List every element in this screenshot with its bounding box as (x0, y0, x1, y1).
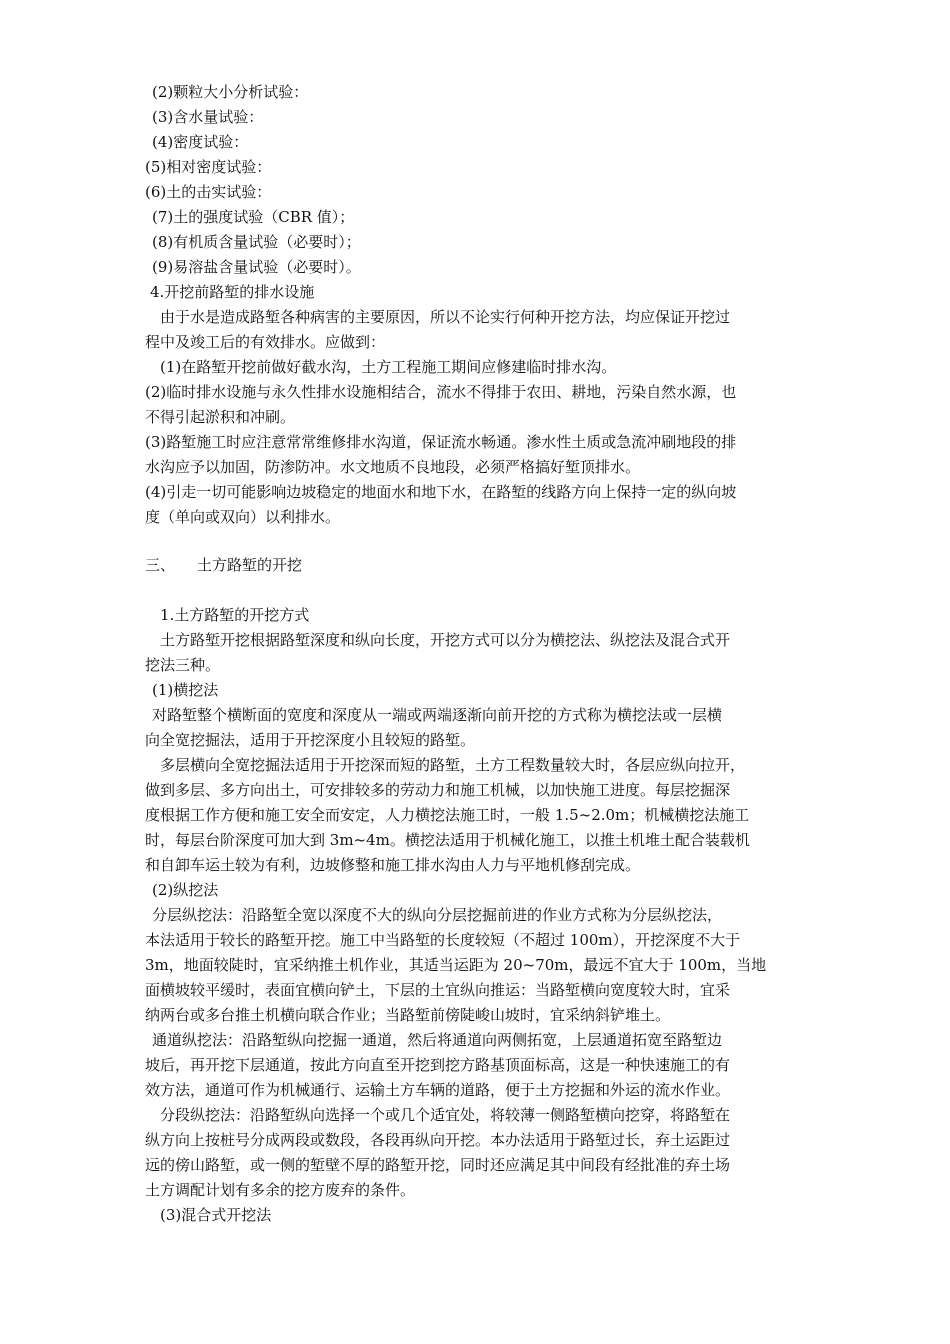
paragraph-line: 分层纵挖法：沿路堑全宽以深度不大的纵向分层挖掘前进的作业方式称为分层纵挖法， (152, 906, 723, 924)
list-item: (7)土的强度试验（CBR 值）； (152, 208, 355, 226)
paragraph-line: 不得引起淤积和冲刷。 (145, 408, 296, 426)
list-item: (8)有机质含量试验（必要时）； (152, 233, 361, 251)
list-item: (6)土的击实试验： (145, 183, 272, 201)
paragraph-line: 做到多层、多方向出土，可安排较多的劳动力和施工机械，以加快施工进度。每层挖掘深 (145, 781, 731, 799)
paragraph-line: 土方调配计划有多余的挖方废弃的条件。 (145, 1181, 416, 1199)
section-heading: 4.开挖前路堑的排水设施 (150, 283, 315, 301)
paragraph-line: 土方路堑开挖根据路堑深度和纵向长度，开挖方式可以分为横挖法、纵挖法及混合式开 (160, 631, 731, 649)
subsection-heading: (3)混合式开挖法 (160, 1206, 272, 1224)
paragraph-line: 由于水是造成路堑各种病害的主要原因，所以不论实行何种开挖方法，均应保证开挖过 (160, 308, 731, 326)
paragraph-line: 时，每层台阶深度可加大到 3m~4m。横挖法适用于机械化施工，以推土机堆土配合装载机 (145, 831, 750, 849)
paragraph-line: 挖法三种。 (145, 656, 221, 674)
list-item: (2)颗粒大小分析试验： (152, 83, 309, 101)
list-item: (3)含水量试验： (152, 108, 264, 126)
paragraph-line: 远的傍山路堑，或一侧的堑壁不厚的路堑开挖，同时还应满足其中间段有经批准的弃土场 (145, 1156, 731, 1174)
paragraph-line: 分段纵挖法：沿路堑纵向选择一个或几个适宜处，将较薄一侧路堑横向挖穿，将路堑在 (160, 1106, 731, 1124)
paragraph-line: 坡后，再开挖下层通道，按此方向直至开挖到挖方路基顶面标高，这是一种快速施工的有 (145, 1056, 731, 1074)
subsection-heading: (2)纵挖法 (152, 881, 219, 899)
paragraph-line: 程中及竣工后的有效排水。应做到： (145, 333, 386, 351)
paragraph-line: 向全宽挖掘法，适用于开挖深度小且较短的路堑。 (145, 731, 476, 749)
list-item: (5)相对密度试验： (145, 158, 272, 176)
paragraph-line: 通道纵挖法：沿路堑纵向挖掘一通道，然后将通道向两侧拓宽，上层通道拓宽至路堑边 (152, 1031, 723, 1049)
section-3-heading (145, 552, 302, 578)
paragraph-line: 多层横向全宽挖掘法适用于开挖深而短的路堑，土方工程数量较大时，各层应纵向拉开， (160, 756, 746, 774)
paragraph-line: 度（单向或双向）以利排水。 (145, 508, 341, 526)
paragraph-line: 3m，地面较陡时，宜采纳推土机作业，其适当运距为 20~70m，最远不宜大于 100m，当地 (145, 956, 767, 974)
list-item: (4)密度试验： (152, 133, 249, 151)
paragraph-line: 度根据工作方便和施工安全而安定，人力横挖法施工时，一般 1.5~2.0m；机械横挖法施工 (145, 806, 750, 824)
list-item: (9)易溶盐含量试验（必要时）。 (152, 258, 361, 276)
paragraph-line: 纵方向上按桩号分成两段或数段，各段再纵向开挖。本办法适用于路堑过长，弃土运距过 (145, 1131, 731, 1149)
paragraph-line: 对路堑整个横断面的宽度和深度从一端或两端逐渐向前开挖的方式称为横挖法或一层横 (152, 706, 723, 724)
list-item: (4)引走一切可能影响边坡稳定的地面水和地下水，在路堑的线路方向上保持一定的纵向坡 (145, 483, 737, 501)
list-item: (3)路堑施工时应注意常常维修排水沟道，保证流水畅通。渗水性土质或急流冲刷地段的排 (145, 433, 737, 451)
paragraph-line: 和自卸车运土较为有利，边坡修整和施工排水沟由人力与平地机修刮完成。 (145, 856, 641, 874)
paragraph-line: 本法适用于较长的路堑开挖。施工中当路堑的长度较短（不超过 100m），开挖深度不大于 (145, 931, 741, 949)
subsection-heading: (1)横挖法 (152, 681, 219, 699)
section-3-title: 土方路堑的开挖 (197, 556, 303, 574)
list-item: (2)临时排水设施与永久性排水设施相结合，流水不得排于农田、耕地，污染自然水源，也 (145, 383, 737, 401)
section-3-number: 三、 (145, 556, 176, 574)
paragraph-line: 纳两台或多台推土机横向联合作业；当路堑前傍陡峻山坡时，宜采纳斜铲堆土。 (145, 1006, 671, 1024)
list-item: (1)在路堑开挖前做好截水沟，土方工程施工期间应修建临时排水沟。 (160, 358, 617, 376)
paragraph-line: 效方法，通道可作为机械通行、运输土方车辆的道路，便于土方挖掘和外运的流水作业。 (145, 1081, 731, 1099)
paragraph-line: 水沟应予以加固，防渗防冲。水文地质不良地段，必须严格搞好堑顶排水。 (145, 458, 641, 476)
paragraph-line: 面横坡较平缓时，表面宜横向铲土，下层的土宜纵向推运：当路堑横向宽度较大时，宜采 (145, 981, 731, 999)
subsection-heading: 1.土方路堑的开挖方式 (160, 606, 310, 624)
